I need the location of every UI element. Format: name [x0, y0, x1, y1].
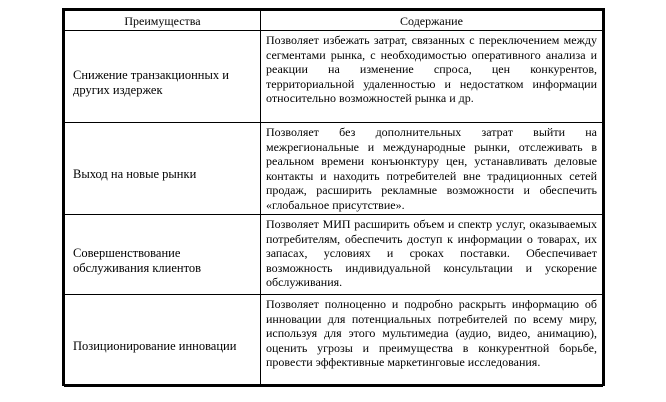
advantage-cell [65, 295, 261, 387]
advantage-cell [65, 215, 261, 295]
advantages-table-frame [62, 8, 605, 386]
advantage-cell [65, 123, 261, 215]
content-cell [261, 31, 603, 123]
advantage-text: Выход на новые рынки [73, 167, 197, 181]
content-cell [261, 215, 603, 295]
content-text: Позволяет полноценно и подробно раскрыть информацию об инновации для потенциальных потребителей по всему миру, используя для этого мультимедиа (аудио, видео, анимацию), оценить угрозы и преимущества в конкурентной борьбе, провести эффективные маркетинговые исследования. [266, 297, 597, 369]
table-row [65, 295, 603, 387]
advantage-cell [65, 31, 261, 123]
table-header-row [65, 11, 603, 31]
content-text: Позволяет МИП расширить объем и спектр услуг, оказываемых потребителям, обеспечить доступ к информации о товарах, их запасах, условиях и сроках поставки. Обеспечивает возможность индивидуальной консультации и ускорение обслуживания. [266, 217, 597, 289]
advantage-text: Позиционирование инновации [73, 339, 237, 353]
advantage-text: Совершенствование обслуживания клиентов [73, 245, 202, 275]
advantages-table [64, 10, 603, 387]
content-text: Позволяет избежать затрат, связанных с переключением между сегментами рынка, с необходимостью оперативного анализа и реакции на изменение спроса, цен конкурентов, территориальной удаленностью и недостатком информации относительно возможностей рынка и др. [266, 33, 597, 105]
header-advantages: Преимущества [65, 11, 261, 31]
header-content: Содержание [261, 11, 603, 31]
advantage-text: Снижение транзакционных и других издержек [73, 67, 229, 97]
content-cell [261, 295, 603, 387]
table-row [65, 31, 603, 123]
content-text: Позволяет без дополнительных затрат выйти на межрегиональные и международные рынки, отслеживать в реальном времени конъюнктуру цен, устанавливать деловые контакты и находить потребителей вне традиционных сетей продаж, расширить рекламные возможности и обеспечить «глобальное присутствие». [266, 125, 597, 212]
table-row [65, 123, 603, 215]
table-row [65, 215, 603, 295]
content-cell [261, 123, 603, 215]
